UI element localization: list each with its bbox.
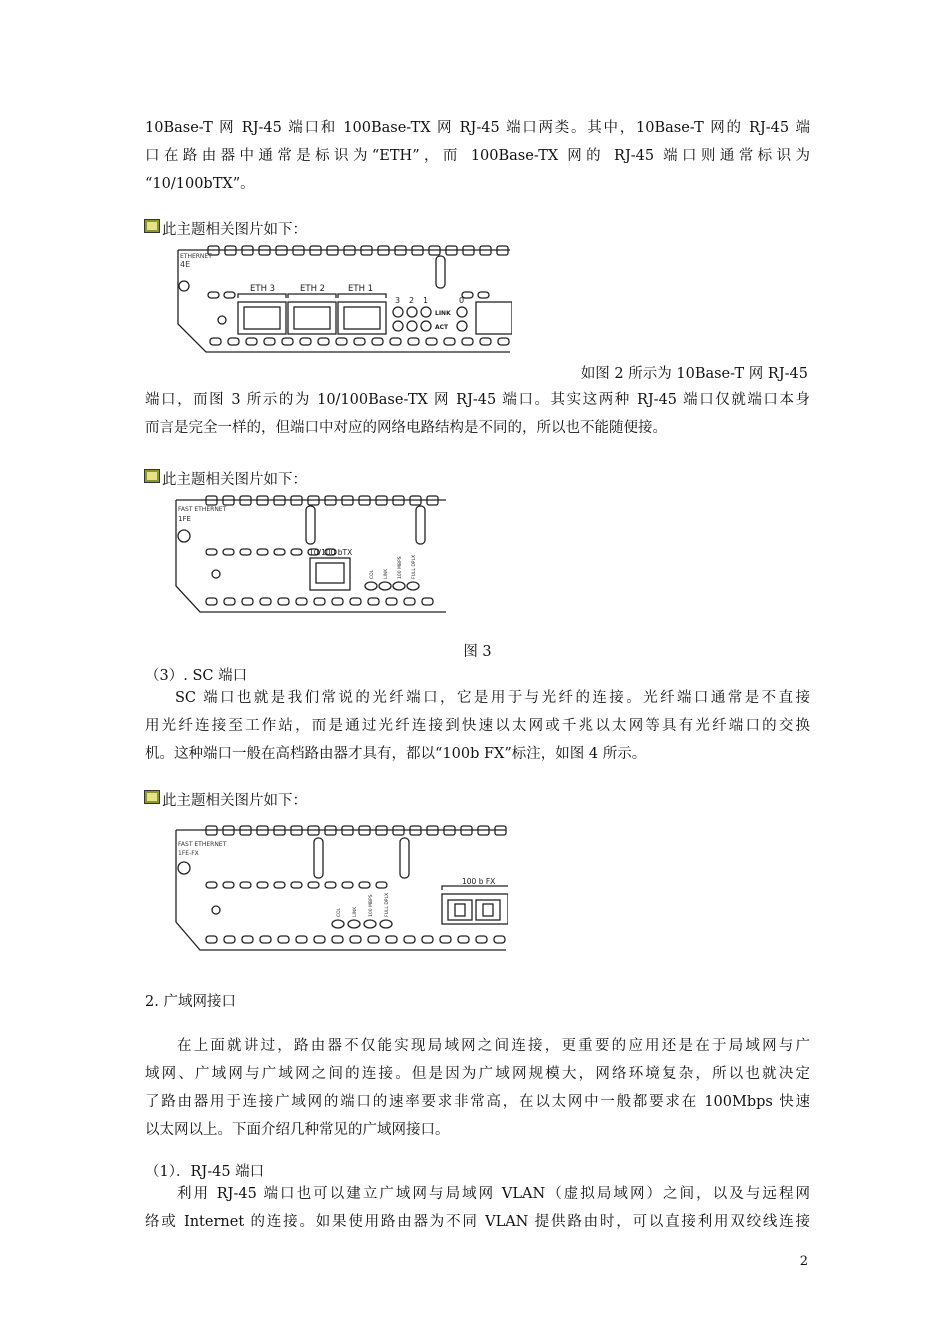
image-caption: 此主题相关图片如下： — [162, 222, 307, 238]
section-heading-sc: （3）. SC 端口 — [145, 668, 248, 684]
text-line: 而言是完全一样的，但端口中对应的网络电路结构是不同的，所以也不能随便接。 — [145, 420, 667, 436]
text-line: 10Base-T 网 RJ-45 端口和 100Base-TX 网 RJ-45 端口两类。其中，10Base-T 网的 RJ-45 端 — [145, 120, 810, 136]
port-label-eth3: ETH 3 — [250, 284, 276, 294]
panel-label-ethernet: ETHERNET — [180, 253, 212, 260]
led-label-act: ACT — [435, 324, 449, 331]
figure2-description-start: 如图 2 所示为 10Base-T 网 RJ-45 — [580, 366, 808, 382]
port-label-10-100btx: 10/100 bTX — [309, 548, 353, 557]
led-label-full-dplx: FULL DPLX — [385, 892, 390, 917]
led-label-full-dplx: FULL DPLX — [412, 554, 417, 579]
port-label-eth1: ETH 1 — [348, 284, 374, 294]
fast-ethernet-1fe-fx-panel-drawing — [172, 824, 508, 952]
page-number: 2 — [799, 1254, 808, 1269]
led-number: 3 — [395, 296, 401, 305]
figure-ethernet-4e — [172, 244, 512, 360]
text-line: “10/100bTX”。 — [145, 176, 255, 192]
led-number: 0 — [459, 296, 465, 305]
figure3-caption: 图 3 — [463, 644, 492, 660]
fast-ethernet-1fe-panel-drawing — [172, 494, 448, 616]
figure-fast-ethernet-1fe — [172, 494, 448, 620]
port-label-eth2: ETH 2 — [300, 284, 326, 294]
figure-fast-ethernet-1fe-fx — [172, 824, 508, 956]
led-label-link: LINK — [353, 906, 358, 917]
text-line: 域网、广域网与广域网之间的连接。但是因为广域网规模大，网络环境复杂，所以也就决定 — [145, 1066, 810, 1082]
image-tag-icon — [144, 219, 160, 233]
image-tag-icon — [144, 469, 160, 483]
text-line: 口在路由器中通常是标识为“ETH”，而 100Base-TX 网的 RJ-45 端口则通常标识为 — [145, 148, 810, 164]
paragraph-ethernet-types — [145, 114, 810, 198]
text-line: 了路由器用于连接广域网的端口的速率要求非常高，在以太网中一般都要求在 100Mbps 快速 — [145, 1094, 810, 1110]
led-label-col: COL — [370, 569, 375, 579]
section-heading-wan: 2. 广域网接口 — [145, 994, 236, 1010]
led-label-link: LINK — [435, 310, 451, 317]
text-line: 以太网以上。下面介绍几种常见的广域网接口。 — [145, 1122, 450, 1138]
paragraph-wan-intro — [145, 1032, 810, 1144]
section-heading-rj45: （1）．RJ-45 端口 — [145, 1164, 265, 1180]
panel-label-fast-ethernet: FAST ETHERNET — [178, 506, 227, 513]
port-label-100bfx: 100 b FX — [462, 877, 496, 886]
text-line: 利用 RJ-45 端口也可以建立广域网与局域网 VLAN（虚拟局域网）之间，以及与远程网 — [177, 1186, 810, 1202]
panel-label-1fe: 1FE — [178, 515, 191, 523]
image-caption: 此主题相关图片如下： — [162, 793, 307, 809]
led-number: 1 — [423, 296, 429, 305]
led-label-col: COL — [337, 907, 342, 917]
ethernet-4e-panel-drawing — [172, 244, 512, 356]
led-number: 2 — [409, 296, 415, 305]
paragraph-sc-port — [145, 684, 810, 768]
text-line: 络或 Internet 的连接。如果使用路由器为不同 VLAN 提供路由时，可以直接利用双绞线连接 — [145, 1214, 810, 1230]
led-label-100mbps: 100 MBPS — [369, 894, 374, 917]
text-line: SC 端口也就是我们常说的光纤端口，它是用于与光纤的连接。光纤端口通常是不直接 — [175, 690, 810, 706]
text-line: 机。这种端口一般在高档路由器才具有，都以“100b FX”标注，如图 4 所示。 — [145, 746, 647, 762]
panel-label-4e: 4E — [180, 260, 191, 269]
image-tag-icon — [144, 790, 160, 804]
image-caption: 此主题相关图片如下： — [162, 472, 307, 488]
led-label-link: LINK — [384, 568, 389, 579]
text-line: 在上面就讲过，路由器不仅能实现局域网之间连接，更重要的应用还是在于局域网与广 — [177, 1038, 810, 1054]
text-line: 用光纤连接至工作站，而是通过光纤连接到快速以太网或千兆以太网等具有光纤端口的交换 — [145, 718, 810, 734]
panel-label-1fe-fx: 1FE-FX — [178, 850, 199, 857]
paragraph-rj45-wan — [145, 1180, 810, 1236]
panel-label-fast-ethernet: FAST ETHERNET — [178, 841, 227, 848]
led-label-100mbps: 100 MBPS — [398, 556, 403, 579]
text-line: 端口，而图 3 所示的为 10/100Base-TX 网 RJ-45 端口。其实这两种 RJ-45 端口仅就端口本身 — [145, 392, 810, 408]
paragraph-rj45-compare — [145, 386, 810, 442]
